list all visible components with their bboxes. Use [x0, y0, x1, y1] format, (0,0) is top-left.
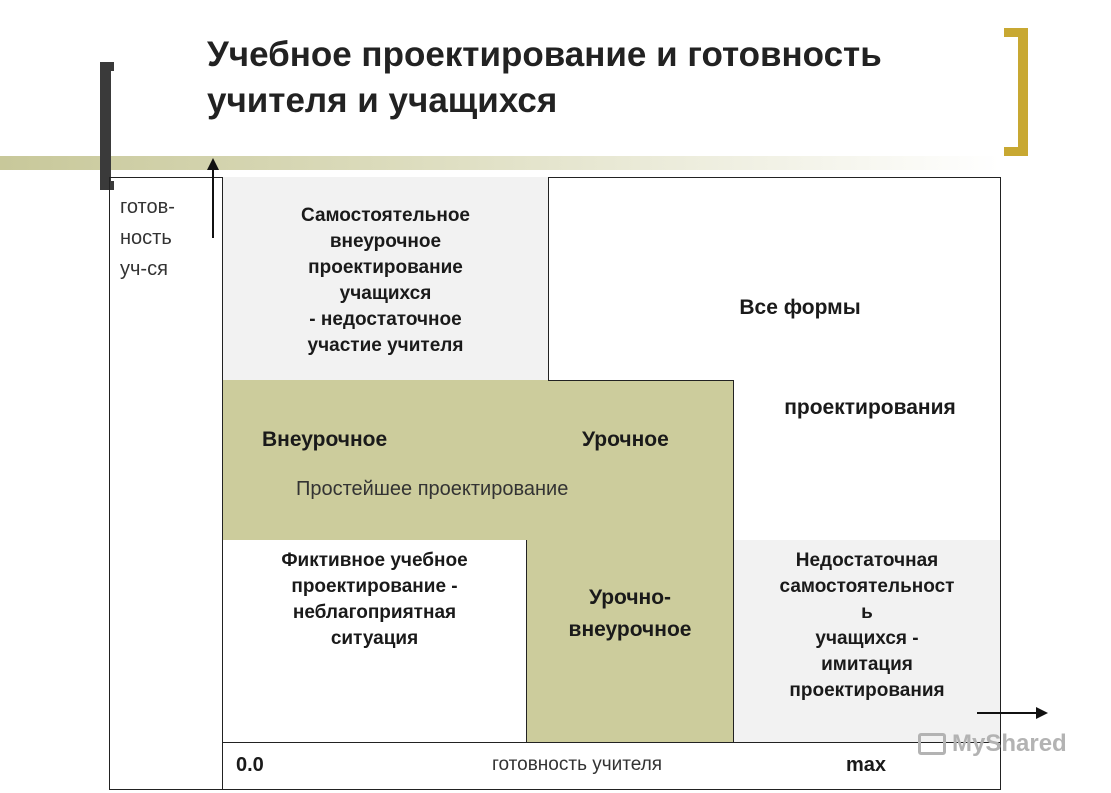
- watermark-text: MyShared: [952, 730, 1067, 757]
- y-axis-label: готов- ность уч-ся: [120, 196, 175, 280]
- divider-line: [222, 380, 223, 540]
- cell-independent-extracurricular: [222, 177, 548, 380]
- extracurricular-label: Внеурочное: [262, 428, 388, 451]
- slide-title: Учебное проектирование и готовность учителя и учащихся: [207, 35, 882, 120]
- x-axis-arrowhead: [1036, 707, 1048, 719]
- header-stripe: [0, 156, 1000, 170]
- all-forms-label: Все формы: [739, 296, 861, 319]
- cell-insufficient: [734, 540, 1000, 742]
- cell-simplest-area: [222, 380, 734, 540]
- watermark: [918, 730, 1067, 758]
- cell-fictive: [222, 540, 526, 742]
- divider-line: [548, 177, 549, 380]
- divider-line: [222, 742, 1000, 743]
- y-axis-arrowhead: [207, 158, 219, 170]
- mixed-label: Урочно- внеурочное: [568, 586, 692, 641]
- y-axis-arrow: [212, 162, 214, 238]
- cell-insufficient-text: Недостаточная самостоятельност ь учащихся - имитация проектирования: [779, 550, 955, 701]
- x-axis-label: готовность учителя: [492, 754, 663, 775]
- right-bracket-decoration: [1004, 28, 1028, 156]
- x-axis-max: max: [846, 754, 887, 776]
- x-axis-min: 0.0: [236, 754, 264, 776]
- all-forms-label-2: проектирования: [784, 396, 956, 419]
- divider-line: [733, 380, 734, 742]
- cell-fictive-text: Фиктивное учебное проектирование - неблагоприятная ситуация: [281, 550, 468, 649]
- presentation-icon: [918, 733, 946, 755]
- left-bracket-decoration: [100, 62, 114, 190]
- lesson-label: Урочное: [582, 428, 669, 451]
- cell-independent-extracurricular-text: Самостоятельное внеурочное проектирование учащихся - недостаточное участие учителя: [300, 204, 470, 356]
- x-axis-arrow: [977, 712, 1037, 714]
- simplest-label: Простейшее проектирование: [296, 478, 569, 500]
- divider-line: [222, 742, 223, 790]
- divider-line: [548, 380, 734, 381]
